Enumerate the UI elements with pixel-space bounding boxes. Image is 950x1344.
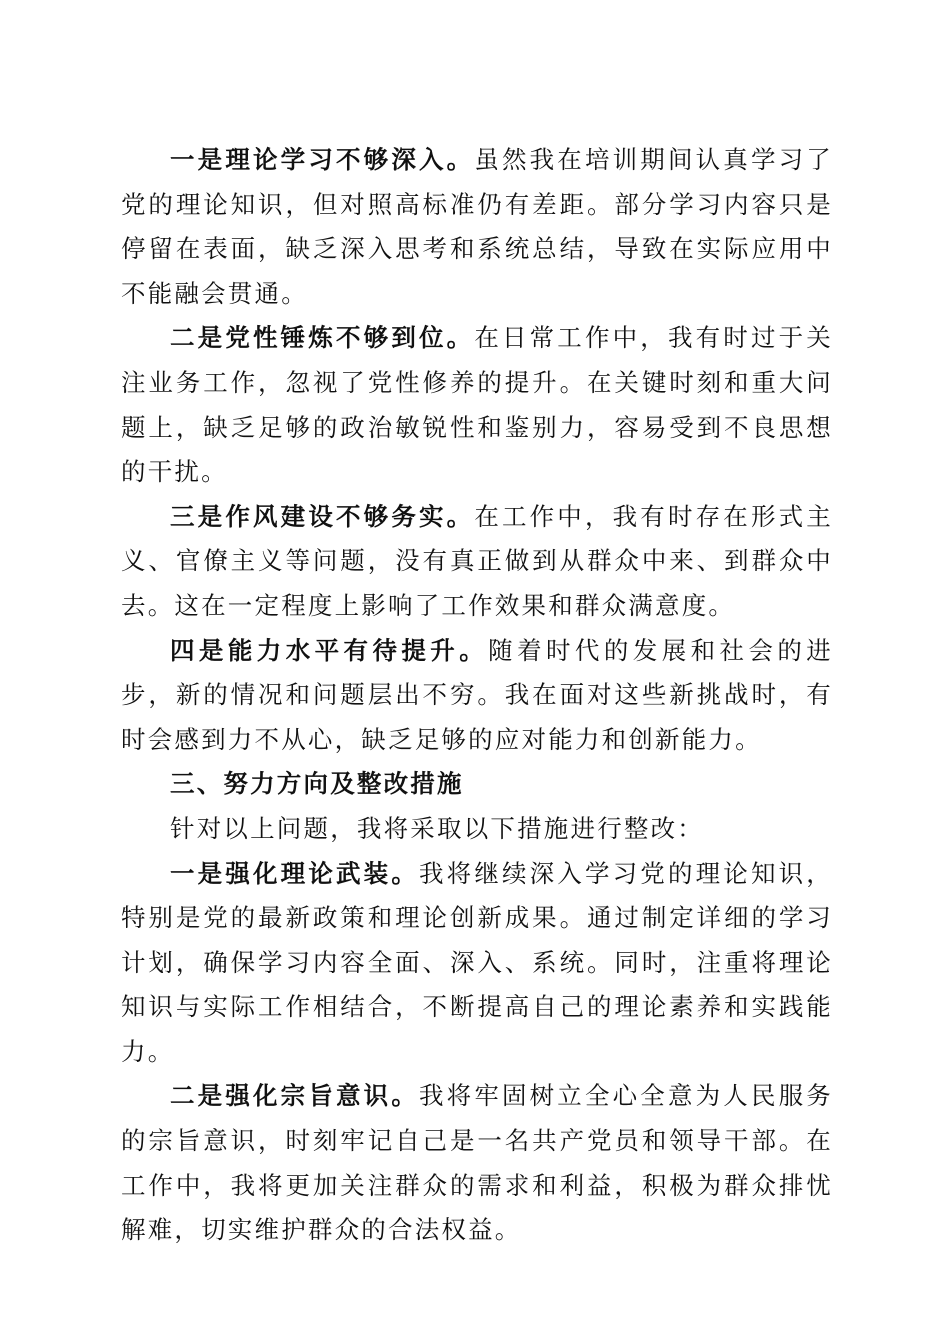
- problem-paragraph-2: [121, 316, 833, 494]
- paragraph-text: 随着时代的发展和社会的进步，新的情况和问题层出不穷。我在面对这些新挑战时，有时会感到力不从心，缺乏足够的应对能力和创新能力。: [121, 635, 834, 754]
- measure-paragraph-2: [121, 1074, 833, 1252]
- intro-paragraph: 针对以上问题，我将采取以下措施进行整改：: [170, 813, 704, 843]
- problem-paragraph-1: [121, 138, 833, 316]
- measure-paragraph-1: [121, 852, 833, 1075]
- document-page: [121, 138, 833, 1253]
- paragraph-lead: 二是党性锤炼不够到位。: [170, 323, 475, 353]
- paragraph-lead: 一是强化理论武装。: [170, 858, 419, 888]
- paragraph-text: 我将继续深入学习党的理论知识，特别是党的最新政策和理论创新成果。通过制定详细的学习计划，确保学习内容全面、深入、系统。同时，注重将理论知识与实际工作相结合，不断提高自己的理论素养和实践能力。: [121, 858, 833, 1066]
- paragraph-text: 我将牢固树立全心全意为人民服务的宗旨意识，时刻牢记自己是一名共产党员和领导干部。在工作中，我将更加关注群众的需求和利益，积极为群众排忧解难，切实维护群众的合法权益。: [121, 1081, 833, 1245]
- paragraph-text: 在日常工作中，我有时过于关注业务工作，忽视了党性修养的提升。在关键时刻和重大问题上，缺乏足够的政治敏锐性和鉴别力，容易受到不良思想的干扰。: [121, 323, 833, 487]
- paragraph-text: 虽然我在培训期间认真学习了党的理论知识，但对照高标准仍有差距。部分学习内容只是停留在表面，缺乏深入思考和系统总结，导致在实际应用中不能融会贯通。: [121, 145, 833, 308]
- paragraph-lead: 一是理论学习不够深入。: [170, 145, 475, 174]
- paragraph-text: 在工作中，我有时存在形式主义、官僚主义等问题，没有真正做到从群众中来、到群众中去。这在一定程度上影响了工作效果和群众满意度。: [121, 501, 833, 620]
- paragraph-lead: 四是能力水平有待提升。: [170, 635, 489, 665]
- paragraph-lead: 二是强化宗旨意识。: [170, 1081, 419, 1111]
- paragraph-lead: 三是作风建设不够务实。: [170, 501, 475, 531]
- problem-paragraph-3: [121, 495, 833, 629]
- problem-paragraph-4: [121, 629, 833, 763]
- section-heading: 三、努力方向及整改措施: [170, 769, 464, 799]
